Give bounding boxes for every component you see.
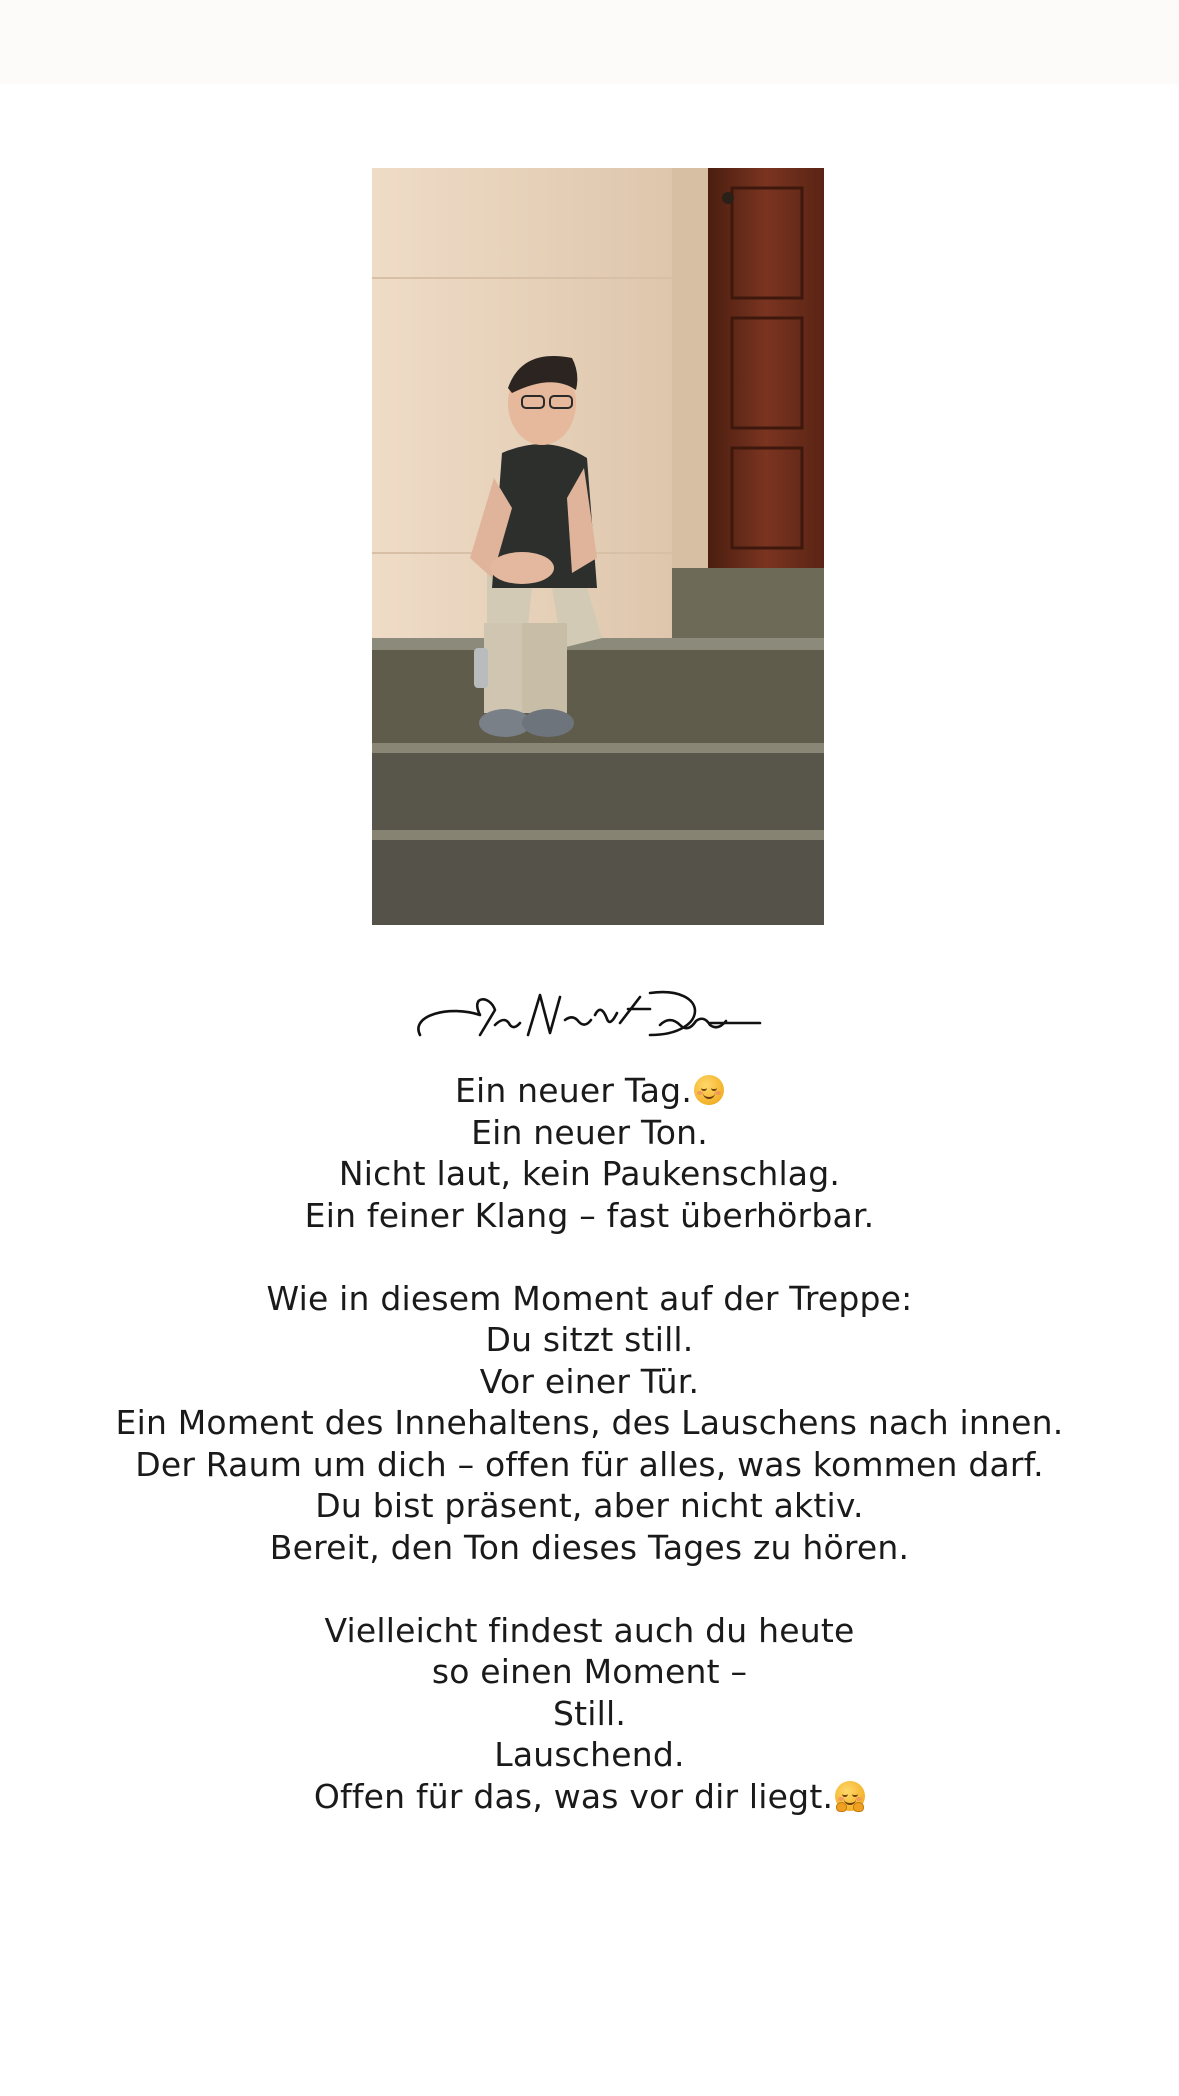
poem-line: Bereit, den Ton dieses Tages zu hören. [269, 1527, 910, 1567]
poem-line: Vor einer Tür. [479, 1361, 700, 1401]
poem-line: Der Raum um dich – offen für alles, was kommen darf. [135, 1444, 1044, 1484]
stanza-gap [0, 1236, 1179, 1278]
poem-line: Vielleicht findest auch du heute [324, 1610, 855, 1650]
poem-line: Du bist präsent, aber nicht aktiv. [315, 1486, 864, 1525]
poem-text [0, 1070, 1179, 1817]
poem-line: Ein feiner Klang – fast überhörbar. [304, 1195, 875, 1235]
poem-line: Ein neuer Tag. [0, 1070, 1179, 1112]
top-bar [0, 0, 1179, 84]
poem-line: Ein Moment des Innehaltens, des Lauschens nach innen. [115, 1403, 1064, 1442]
poem-line: Still. [552, 1693, 627, 1733]
poem-line: Offen für das, was vor dir liegt. [0, 1776, 1179, 1818]
signature-dr-norbert-donnerlein [410, 975, 770, 1055]
poem-line: Nicht laut, kein Paukenschlag. [338, 1154, 841, 1193]
smiling-face-emoji-icon [694, 1075, 724, 1105]
poem-line: Wie in diesem Moment auf der Treppe: [266, 1278, 913, 1318]
poem-line: Du sitzt still. [485, 1320, 694, 1359]
photo-man-on-steps[interactable] [372, 168, 824, 925]
poem-line: Ein neuer Ton. [471, 1112, 708, 1152]
poem-line: so einen Moment – [431, 1652, 748, 1691]
photo-illustration [372, 168, 824, 925]
stanza-gap [0, 1568, 1179, 1610]
poem-line: Lauschend. [494, 1735, 685, 1774]
hugging-face-emoji-icon [835, 1781, 865, 1811]
